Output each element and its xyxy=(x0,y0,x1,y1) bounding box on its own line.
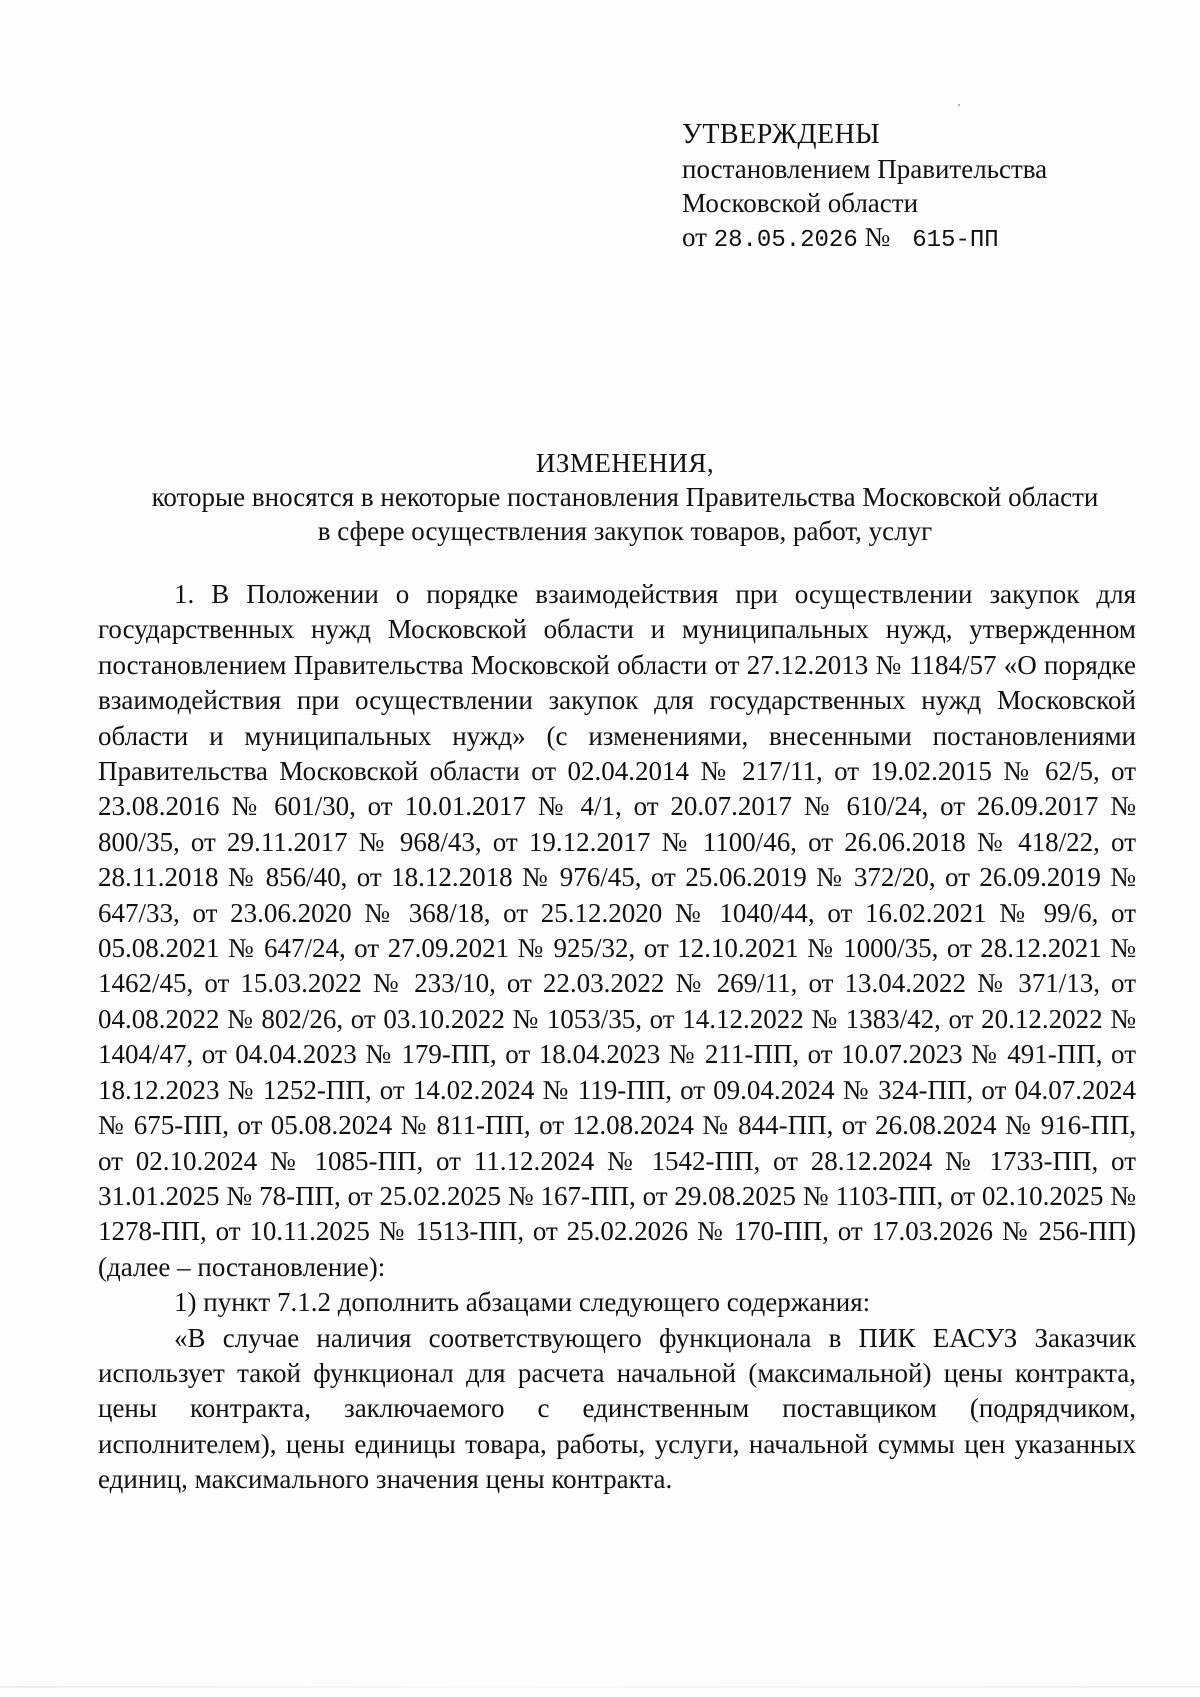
heading-title: ИЗМЕНЕНИЯ, xyxy=(535,448,715,478)
approval-date-line xyxy=(682,220,1142,258)
approval-date: 28.05.2026 xyxy=(713,227,858,254)
scan-edge xyxy=(0,1686,1200,1688)
body-paragraph-3: «В случае наличия соответствующего функционала в ПИК ЕАСУЗ Заказчик использует такой функционал для расчета начальной (максимальной) цены контракта, цены контракта, заключаемого с единственным поставщиком (подрядчиком, исполнителем), цены единицы товара, работы, услуги, начальной суммы цен указанных единиц, максимального значения цены контракта. xyxy=(98,1322,1136,1495)
approval-date-prefix: от xyxy=(682,222,707,252)
approval-line-1: постановлением Правительства xyxy=(682,154,1048,184)
heading-subtitle-line-2: в сфере осуществления закупок товаров, работ, услуг xyxy=(317,516,933,546)
body-paragraph-2: 1) пункт 7.1.2 дополнить абзацами следующего содержания: xyxy=(174,1287,871,1318)
scan-speck xyxy=(958,104,960,106)
approval-number: 615-ПП xyxy=(912,227,999,254)
heading-subtitle-line-1: которые вносятся в некоторые постановления Правительства Московской области xyxy=(151,482,1099,512)
document-body xyxy=(98,577,1136,1498)
approval-number-sign: № xyxy=(864,222,891,252)
approval-title: УТВЕРЖДЕНЫ xyxy=(682,119,881,150)
approval-block xyxy=(682,118,1142,258)
approval-line-2: Московской области xyxy=(682,188,919,218)
document-heading xyxy=(110,446,1140,548)
body-paragraph-1: 1. В Положении о порядке взаимодействия при осуществлении закупок для государственных нужд Московской области и муниципальных нужд, утвержденном постановлением Правительства Московской области от 27.12.2013 № 1184/57 «О порядке взаимодействия при осуществлении закупок для государственных нужд Московской области и муниципальных нужд» (с изменениями, внесенными постановлениями Правительства Московской области от 02.04.2014 № 217/11, от 19.02.2015 № 62/5, от 23.08.2016 № 601/30, от 10.01.2017 № 4/1, от 20.07.2017 № 610/24, от 26.09.2017 № 800/35, от 29.11.2017 № 968/43, от 19.12.2017 № 1100/46, от 26.06.2018 № 418/22, от 28.11.2018 № 856/40, от 18.12.2018 № 976/45, от 25.06.2019 № 372/20, от 26.09.2019 № 647/33, от 23.06.2020 № 368/18, от 25.12.2020 № 1040/44, от 16.02.2021 № 99/6, от 05.08.2021 № 647/24, от 27.09.2021 № 925/32, от 12.10.2021 № 1000/35, от 28.12.2021 № 1462/45, от 15.03.2022 № 233/10, от 22.03.2022 № 269/11, от 13.04.2022 № 371/13, от 04.08.2022 № 802/26, от 03.10.2022 № 1053/35, от 14.12.2022 № 1383/42, от 20.12.2022 № 1404/47, от 04.04.2023 № 179-ПП, от 18.04.2023 № 211-ПП, от 10.07.2023 № 491-ПП, от 18.12.2023 № 1252-ПП, от 14.02.2024 № 119-ПП, от 09.04.2024 № 324-ПП, от 04.07.2024 № 675-ПП, от 05.08.2024 № 811-ПП, от 12.08.2024 № 844-ПП, от 26.08.2024 № 916-ПП, от 02.10.2024 № 1085-ПП, от 11.12.2024 № 1542-ПП, от 28.12.2024 № 1733-ПП, от 31.01.2025 № 78-ПП, от 25.02.2025 № 167-ПП, от 29.08.2025 № 1103-ПП, от 02.10.2025 № 1278-ПП, от 10.11.2025 № 1513-ПП, от 25.02.2026 № 170-ПП, от 17.03.2026 № 256-ПП) (далее – постановление): xyxy=(98,579,1136,1282)
